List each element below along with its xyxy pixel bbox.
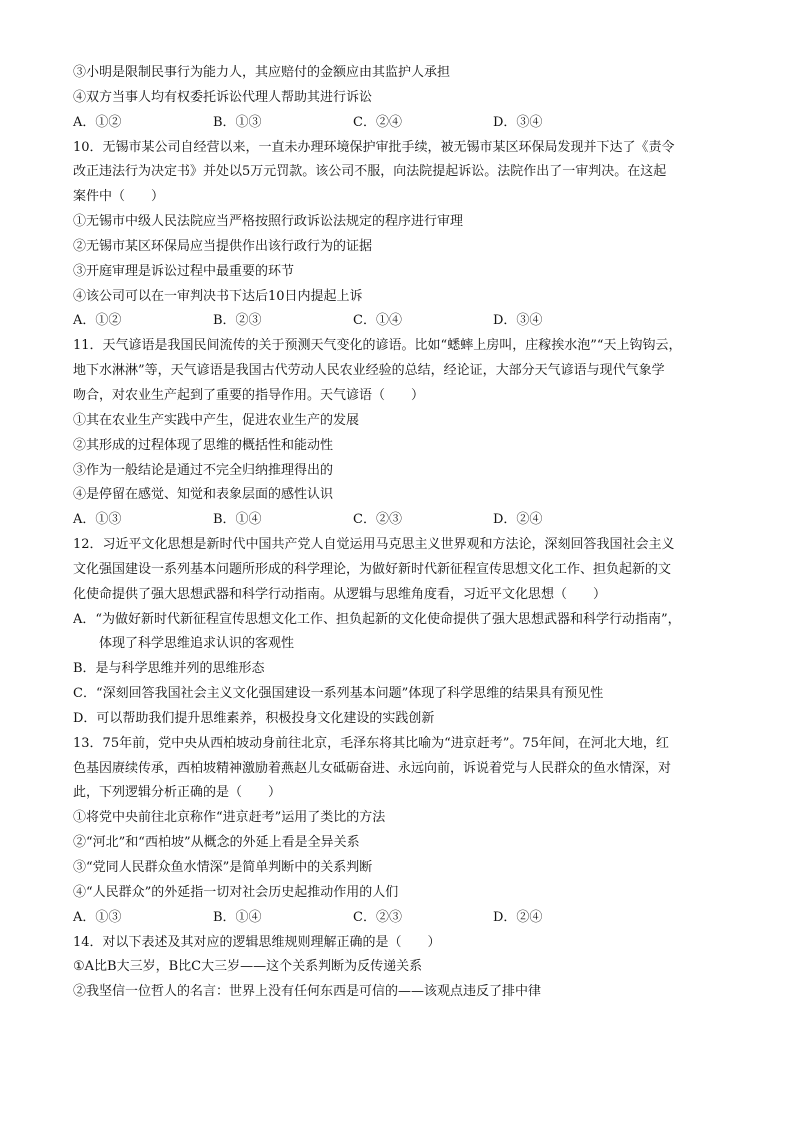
answer-option: C．②③ xyxy=(353,909,402,925)
answer-option: C．②④ xyxy=(353,114,402,130)
text-line: ①无锡市中级人民法院应当严格按照行政诉讼法规定的程序进行审理 xyxy=(73,214,464,230)
answer-option: C．②③ xyxy=(353,512,402,528)
text-line: 14．对以下表述及其对应的逻辑思维规则理解正确的是（ ） xyxy=(73,934,441,950)
text-line: ②其形成的过程体现了思维的概括性和能动性 xyxy=(73,437,334,453)
answer-option: A．①② xyxy=(73,114,122,130)
text-line: 10．无锡市某公司自经营以来，一直未办理环境保护审批手续，被无锡市某区环保局发现并下达了《责令 xyxy=(73,139,675,155)
answer-options-row xyxy=(73,111,733,136)
answer-option: A．①③ xyxy=(73,512,122,528)
text-line: 体现了科学思维追求认识的客观性 xyxy=(73,636,295,652)
answer-options-row xyxy=(73,906,733,931)
answer-option: B．①④ xyxy=(213,909,262,925)
text-line: B．是与科学思维并列的思维形态 xyxy=(73,661,265,677)
text-line: ④是停留在感觉、知觉和表象层面的感性认识 xyxy=(73,487,334,503)
text-line: ③小明是限制民事行为能力人，其应赔付的金额应由其监护人承担 xyxy=(73,65,451,80)
text-line: ④“人民群众”的外延指一切对社会历史起推动作用的人们 xyxy=(73,884,399,900)
answer-option: A．①③ xyxy=(73,909,122,925)
answer-option: D．②④ xyxy=(493,512,543,528)
text-line: 化使命提供了强大思想武器和科学行动指南。从逻辑与思维角度看，习近平文化思想（ ） xyxy=(73,586,607,602)
text-line: 此，下列逻辑分析正确的是（ ） xyxy=(73,785,282,801)
answer-options-row xyxy=(73,309,733,334)
text-line: 地下水淋淋”等，天气谚语是我国古代劳动人民农业经验的总结，经论证，大部分天气谚语与现代气象学 xyxy=(73,363,665,379)
text-line: D．可以帮助我们提升思维素养，积极投身文化建设的实践创新 xyxy=(73,710,435,726)
text-line: 13．75年前，党中央从西柏坡动身前往北京，毛泽东将其比喻为“进京赶考”。75年间，在河北大地，红 xyxy=(73,735,669,751)
text-line: ②无锡市某区环保局应当提供作出该行政行为的证据 xyxy=(73,238,373,254)
answer-option: D．②④ xyxy=(493,909,543,925)
answer-option: D．③④ xyxy=(493,114,543,130)
answer-option: D．③④ xyxy=(493,313,543,329)
text-line: 12．习近平文化思想是新时代中国共产党人自觉运用马克思主义世界观和方法论，深刻回答我国社会主义 xyxy=(73,537,675,553)
answer-option: B．①③ xyxy=(213,114,262,130)
text-line: 案件中（ ） xyxy=(73,189,165,205)
text-line: 11．天气谚语是我国民间流传的关于预测天气变化的谚语。比如“蟋蟀上房叫，庄稼挨水泡”“天上钩钩云， xyxy=(73,338,682,354)
text-line: ①将党中央前往北京称作“进京赶考”运用了类比的方法 xyxy=(73,810,386,826)
text-line: ③作为一般结论是通过不完全归纳推理得出的 xyxy=(73,462,334,478)
text-line: ④该公司可以在一审判决书下达后10日内提起上诉 xyxy=(73,288,363,304)
text-line: 色基因赓续传承，西柏坡精神激励着燕赵儿女砥砺奋进、永远向前，诉说着党与人民群众的鱼水情深，对 xyxy=(73,760,672,776)
answer-option: B．①④ xyxy=(213,512,262,528)
text-line: 吻合，对农业生产起到了重要的指导作用。天气谚语（ ） xyxy=(73,387,425,403)
text-line: 改正违法行为决定书》并处以5万元罚款。该公司不服，向法院提起诉讼。法院作出了一审判决。在这起 xyxy=(73,164,667,180)
text-line: C．“深刻回答我国社会主义文化强国建设一系列基本问题”体现了科学思维的结果具有预见性 xyxy=(73,686,604,702)
text-line: ②我坚信一位哲人的名言：世界上没有任何东西是可信的——该观点违反了排中律 xyxy=(73,984,542,1000)
text-line: ③开庭审理是诉讼过程中最重要的环节 xyxy=(73,263,295,279)
text-line: ④双方当事人均有权委托诉讼代理人帮助其进行诉讼 xyxy=(73,89,373,105)
text-line: A．“为做好新时代新征程宣传思想文化工作、担负起新的文化使命提供了强大思想武器和科学行动指南”， xyxy=(73,611,681,627)
text-line: ③“党同人民群众鱼水情深”是简单判断中的关系判断 xyxy=(73,860,373,875)
document-body xyxy=(73,61,733,1005)
text-line: 文化强国建设一系列基本问题所形成的科学理论，为做好新时代新征程宣传思想文化工作、担负起新的文 xyxy=(73,561,672,577)
answer-options-row xyxy=(73,508,733,533)
answer-option: B．②③ xyxy=(213,313,262,329)
answer-option: A．①② xyxy=(73,313,122,329)
answer-option: C．①④ xyxy=(353,313,402,329)
text-line: ②“河北”和“西柏坡”从概念的外延上看是全异关系 xyxy=(73,835,360,851)
text-line: ①其在农业生产实践中产生，促进农业生产的发展 xyxy=(73,412,360,428)
text-line: ①A比B大三岁，B比C大三岁——这个关系判断为反传递关系 xyxy=(73,959,423,975)
